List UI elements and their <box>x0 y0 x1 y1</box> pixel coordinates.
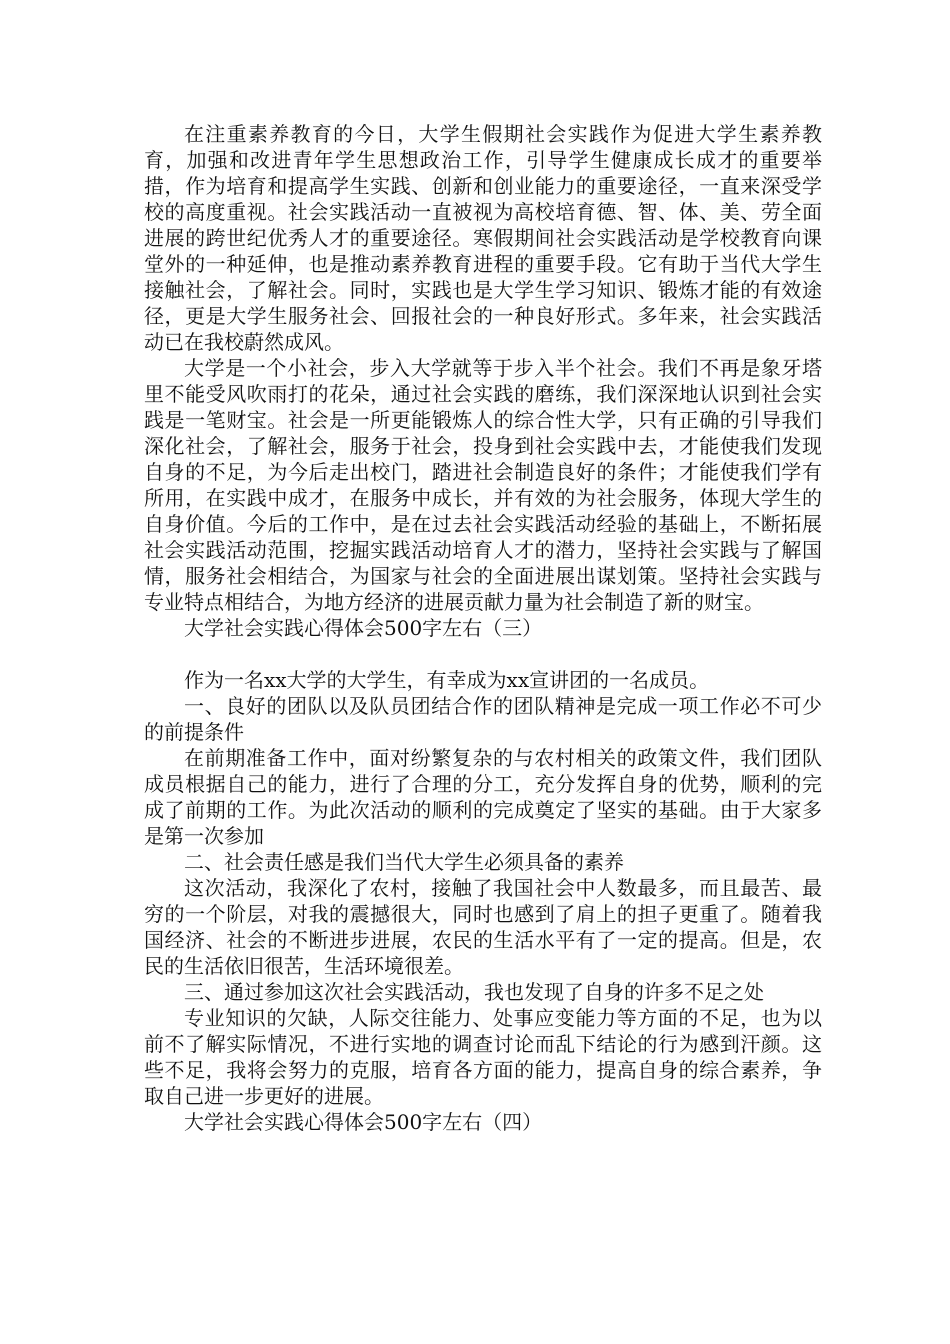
point-heading: 一、良好的团队以及队员团结合作的团队精神是完成一项工作必不可少的前提条件 <box>144 694 822 744</box>
point-heading: 三、通过参加这次社会实践活动，我也发现了自身的许多不足之处 <box>184 980 764 1004</box>
paragraph: 大学是一个小社会，步入大学就等于步入半个社会。我们不再是象牙塔里不能受风吹雨打的花朵，通过社会实践的磨练，我们深深地认识到社会实践是一笔财宝。社会是一所更能锻炼人的综合性大学，只有正确的引导我们深化社会，了解社会，服务于社会，投身到社会实践中去，才能使我们发现自身的不足，为今后走出校门，踏进社会制造良好的条件；才能使我们学有所用，在实践中成才，在服务中成长，并有效的为社会服务，体现大学生的自身价值。今后的工作中，是在过去社会实践活动经验的基础上，不断拓展社会实践活动范围，挖掘实践活动培育人才的潜力，坚持社会实践与了解国情，服务社会相结合，为国家与社会的全面进展出谋划策。坚持社会实践与专业特点相结合，为地方经济的进展贡献力量为社会制造了新的财宝。 <box>144 356 822 614</box>
paragraph: 在前期准备工作中，面对纷繁复杂的与农村相关的政策文件，我们团队成员根据自己的能力，进行了合理的分工，充分发挥自身的优势，顺利的完成了前期的工作。为此次活动的顺利的完成奠定了坚实的基础。由于大家多是第一次参加 <box>144 746 822 848</box>
section-heading: 大学社会实践心得体会500字左右（四） <box>184 1110 543 1134</box>
section-heading: 大学社会实践心得体会500字左右（三） <box>184 616 543 640</box>
document-page <box>144 121 822 1135</box>
paragraph: 作为一名xx大学的大学生，有幸成为xx宣讲团的一名成员。 <box>184 668 710 692</box>
paragraph: 在注重素养教育的今日，大学生假期社会实践作为促进大学生素养教育，加强和改进青年学生思想政治工作，引导学生健康成长成才的重要举措，作为培育和提高学生实践、创新和创业能力的重要途径，一直来深受学校的高度重视。社会实践活动一直被视为高校培育德、智、体、美、劳全面进展的跨世纪优秀人才的重要途径。寒假期间社会实践活动是学校教育向课堂外的一种延伸，也是推动素养教育进程的重要手段。它有助于当代大学生接触社会，了解社会。同时，实践也是大学生学习知识、锻炼才能的有效途径，更是大学生服务社会、回报社会的一种良好形式。多年来，社会实践活动已在我校蔚然成风。 <box>144 122 822 354</box>
point-heading: 二、社会责任感是我们当代大学生必须具备的素养 <box>184 850 624 874</box>
paragraph: 这次活动，我深化了农村，接触了我国社会中人数最多，而且最苦、最穷的一个阶层，对我的震撼很大，同时也感到了肩上的担子更重了。随着我国经济、社会的不断进步进展，农民的生活水平有了一定的提高。但是，农民的生活依旧很苦，生活环境很差。 <box>144 876 822 978</box>
paragraph: 专业知识的欠缺，人际交往能力、处事应变能力等方面的不足，也为以前不了解实际情况，不进行实地的调查讨论而乱下结论的行为感到汗颜。这些不足，我将会努力的克服，培育各方面的能力，提高自身的综合素养，争取自己进一步更好的进展。 <box>144 1006 822 1108</box>
blank-line <box>144 641 822 667</box>
